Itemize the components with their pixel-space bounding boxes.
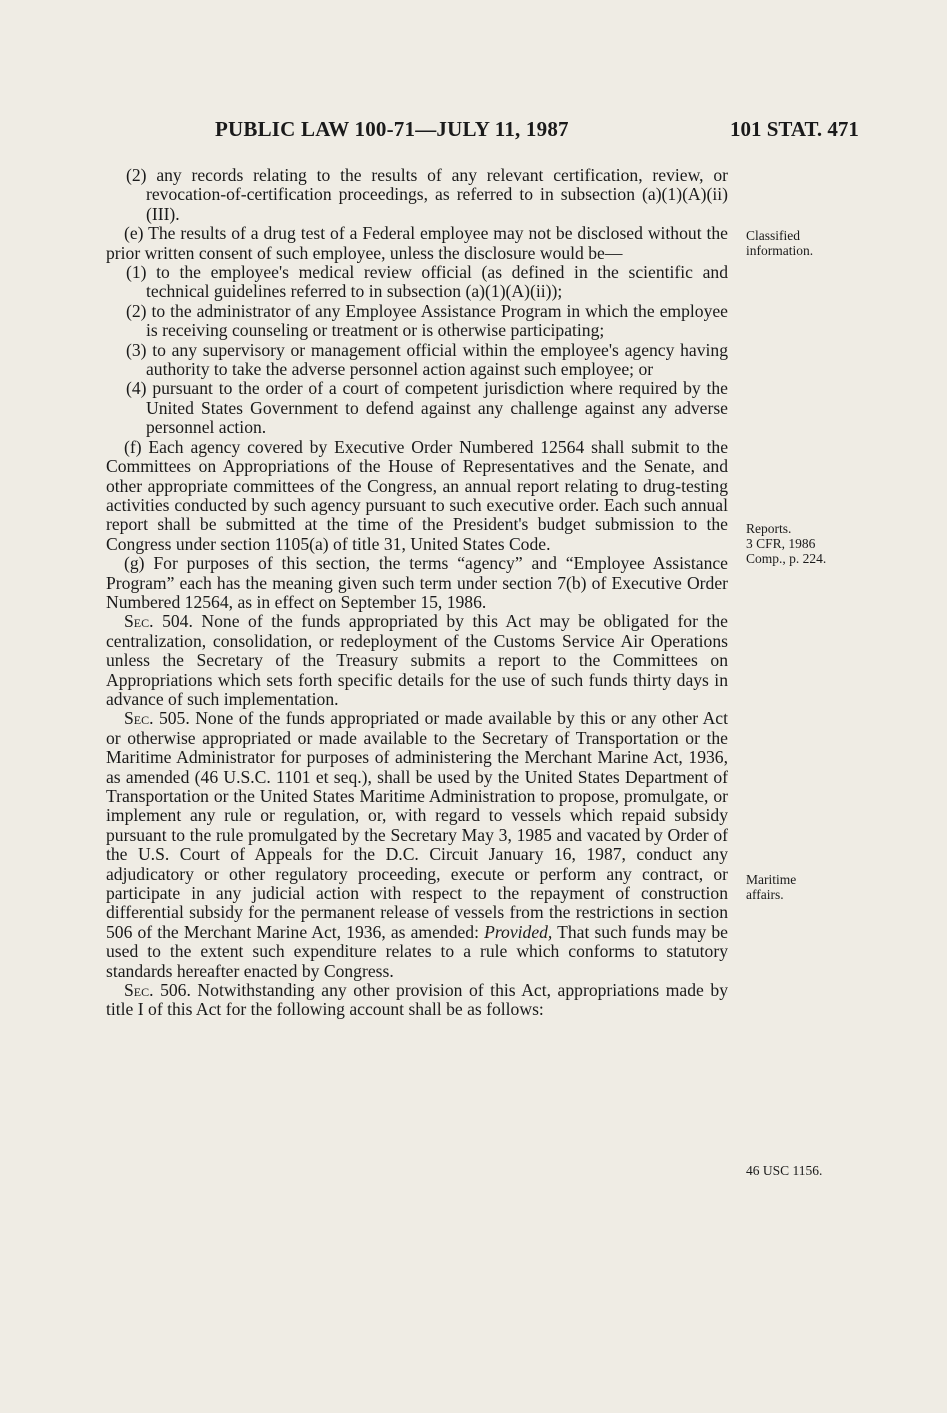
- paragraph-d2: (2) any records relating to the results of any relevant certification, review, or revocation-of-certification proceedings, as referred to in subsection (a)(1)(A)(ii)(III).: [126, 165, 728, 224]
- section-505-text-b: That such funds may be used to the extent such expenditure relates to a rule which conforms to statutory standards hereafter enacted by Congress.: [106, 921, 728, 981]
- margin-note-classified: Classified information.: [746, 228, 814, 258]
- page-header-title: PUBLIC LAW 100-71—JULY 11, 1987: [215, 117, 569, 141]
- section-505-text-a: 505. None of the funds appropriated or made available by this or any other Act or otherwise appropriated or made available to the Secretary of Transportation or the Maritime Administrator for purposes of administering the Merchant Marine Act, 1936, as amended (46 U.S.C. 1101 et seq.), shall be used by the United States Department of Transportation or the United States Maritime Administration to propose, promulgate, or implement any rule or regulation, or, with regard to vessels which repaid subsidy pursuant to the rule promulgated by the Secretary May 3, 1985 and vacated by Order of the U.S. Court of Appeals for the D.C. Circuit January 16, 1987, conduct any adjudicatory or other regulatory proceeding, execute or perform any contract, or participate in any judicial action with respect to the repayment of construction differential subsidy for the permanent release of vessels from the restrictions in section 506 of the Merchant Marine Act, 1936, as amended:: [106, 708, 728, 942]
- paragraph-e1: (1) to the employee's medical review official (as defined in the scientific and technical guidelines referred to in subsection (a)(1)(A)(ii));: [126, 262, 728, 302]
- section-506: [106, 981, 728, 1020]
- section-505: [106, 709, 728, 981]
- section-label: Sec.: [124, 980, 154, 1001]
- section-504-text: 504. None of the funds appropriated by this Act may be obligated for the centralization, consolidation, or redeployment of the Customs Service Air Operations unless the Secretary of the Treasury submits a report to the Committees on Appropriations which sets forth specific details for the use of such funds thirty days in advance of such implementation.: [106, 611, 728, 709]
- paragraph-e4: (4) pursuant to the order of a court of competent jurisdiction where required by the United States Government to defend against any challenge against any adverse personnel action.: [126, 378, 728, 438]
- section-505-proviso: Provided,: [484, 921, 553, 942]
- margin-note-usc: 46 USC 1156.: [746, 1163, 823, 1178]
- section-506-text: 506. Notwithstanding any other provision of this Act, appropriations made by title I of this Act for the following account shall be as follows:: [106, 980, 728, 1020]
- margin-note-reports: Reports. 3 CFR, 1986 Comp., p. 224.: [746, 521, 827, 566]
- paragraph-e3: (3) to any supervisory or management official within the employee's agency having authority to take the adverse personnel action against such employee; or: [126, 339, 728, 380]
- paragraph-f: (f) Each agency covered by Executive Order Numbered 12564 shall submit to the Committees on Appropriations of the House of Representatives and the Senate, and other appropriate committees of the Congress, an annual report relating to drug-testing activities conducted by such agency pursuant to such executive order. Each such annual report shall be submitted at the time of the President's budget submission to the Congress under section 1105(a) of title 31, United States Code.: [106, 436, 728, 554]
- paragraph-e: (e) The results of a drug test of a Federal employee may not be disclosed without the prior written consent of such employee, unless the disclosure would be—: [106, 223, 728, 263]
- margin-note-maritime: Maritime affairs.: [746, 872, 797, 902]
- body-text: [106, 166, 728, 1020]
- paragraph-e2: (2) to the administrator of any Employee Assistance Program in which the employee is receiving counseling or treatment or is otherwise participating;: [126, 300, 728, 341]
- section-label: Sec.: [124, 611, 154, 632]
- paragraph-g: (g) For purposes of this section, the terms “agency” and “Employee Assistance Program” each has the meaning given such term under section 7(b) of Executive Order Numbered 12564, as in effect on September 15, 1986.: [106, 553, 728, 612]
- section-label: Sec.: [124, 708, 154, 729]
- page-header-stat: 101 STAT. 471: [730, 117, 859, 141]
- section-504: [106, 612, 728, 709]
